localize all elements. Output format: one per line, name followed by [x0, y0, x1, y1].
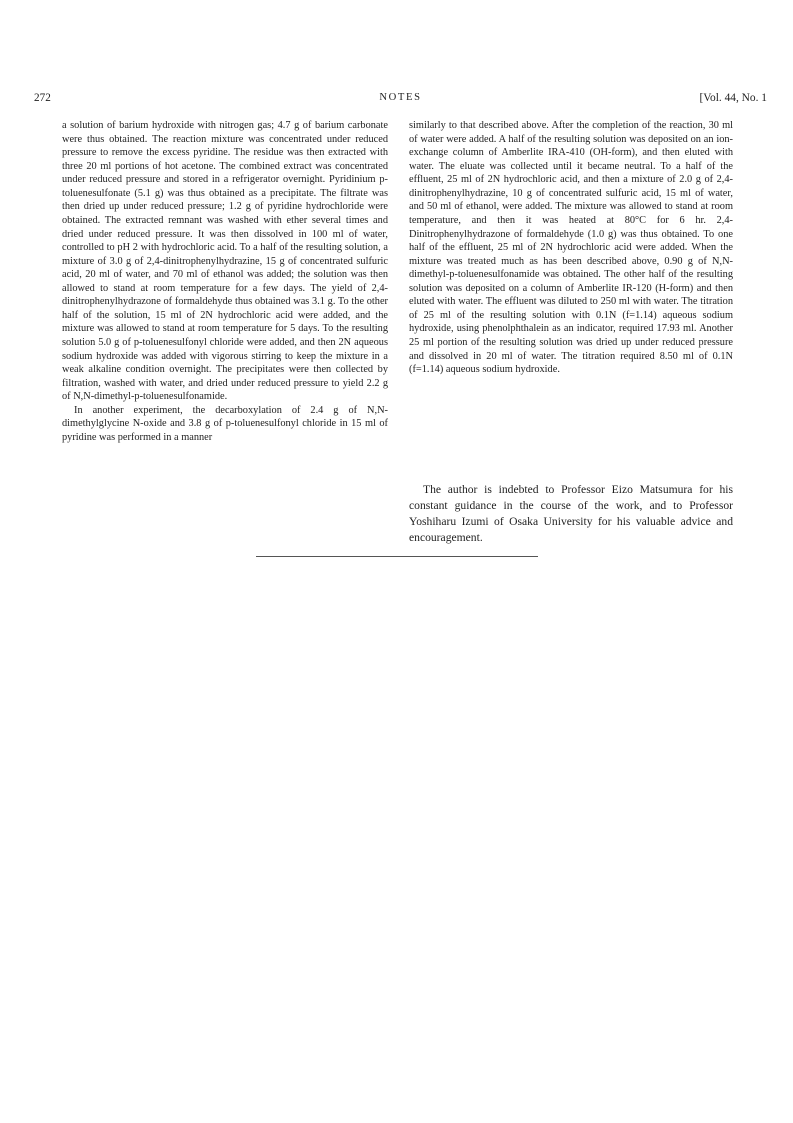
- left-column: [62, 119, 388, 445]
- running-head: [34, 92, 767, 108]
- page-number: 272: [34, 92, 51, 104]
- right-column: [409, 119, 733, 377]
- end-rule: [256, 556, 538, 557]
- acknowledgement: The author is indebted to Professor Eizo Matsumura for his constant guidance in the course of the work, and to Professor Yoshiharu Izumi of Osaka University for his valuable advice and encouragement.: [409, 482, 733, 544]
- section-title: NOTES: [379, 92, 422, 103]
- volume-label: [Vol. 44, No. 1: [699, 92, 767, 104]
- body-paragraph: similarly to that described above. After the completion of the reaction, 30 ml of water were added. A half of the resulting solution was deposited on an ion-exchange column of Amberlite IRA-410 (OH-form), and then eluted with water. The eluate was collected until it became neutral. To a half of the effluent, 25 ml of 2N hydrochloric acid, and then a mixture of 2.0 g of 2,4-dinitrophenylhydrazine, 10 g of concentrated sulfuric acid, 15 ml of water, and 50 ml of ethanol, were added. The mixture was allowed to stand at room temperature, and then it was heated at 80°C for 6 hr. 2,4-Dinitrophenylhydrazone of formaldehyde (1.0 g) was thus obtained. To one half of the effluent, 25 ml of 2N hydrochloric acid were added. When the mixture was treated much as has been described above, 0.90 g of N,N-dimethyl-p-toluenesulfonamide was obtained. The other half of the resulting solution was deposited on a column of Amberlite IR-120 (H-form) and then eluted with water. The effluent was diluted to 250 ml with water. The titration of 25 ml of the resulting solution with 0.1N (f=1.14) aqueous sodium hydroxide, using phenolphthalein as an indicator, required 17.93 ml. Another 25 ml portion of the resulting solution was dried up under reduced pressure and dissolved in 20 ml of water. The titration required 8.50 ml of 0.1N (f=1.14) aqueous sodium hydroxide.: [409, 120, 733, 376]
- body-paragraph: a solution of barium hydroxide with nitrogen gas; 4.7 g of barium carbonate were thus obtained. The reaction mixture was concentrated under reduced pressure to remove the excess pyridine. The residue was then extracted with three 20 ml portions of hot acetone. The combined extract was concentrated under reduced pressure and stored in a refrigerator overnight. Pyridinium p-toluenesulfonate (5.1 g) was thus obtained as a precipitate. The filtrate was then dried up under reduced pressure; 1.2 g of pyridine hydrochloride were obtained. The extracted remnant was washed with ether several times and dried under reduced pressure. It was then dissolved in 100 ml of water, controlled to pH 2 with hydrochloric acid. To a half of the resulting solution, a mixture of 3.0 g of 2,4-dinitrophenylhydrazine, 15 g of concentrated sulfuric acid, 20 ml of water, and 70 ml of ethanol was added; the solution was then allowed to stand at room temperature for a few days. The yield of 2,4-dinitrophenylhydrazone of formaldehyde thus obtained was 3.1 g. To the other half of the solution, 15 ml of 2N hydrochloric acid were added, and the mixture was allowed to stand at room temperature for 5 days. To the resulting solution 5.0 g of p-toluenesulfonyl chloride were added, and then 2N aqueous sodium hydroxide was added with vigorous stirring to keep the mixture in a weak alkaline condition overnight. The precipitates were then collected by filtration, washed with water, and dried under reduced pressure to yield 2.2 g of N,N-dimethyl-p-toluenesulfonamide.: [62, 120, 388, 403]
- body-paragraph: In another experiment, the decarboxylation of 2.4 g of N,N-dimethylglycine N-oxide and 3.8 g of p-toluenesulfonyl chloride in 15 ml of pyridine was performed in a manner: [62, 404, 388, 443]
